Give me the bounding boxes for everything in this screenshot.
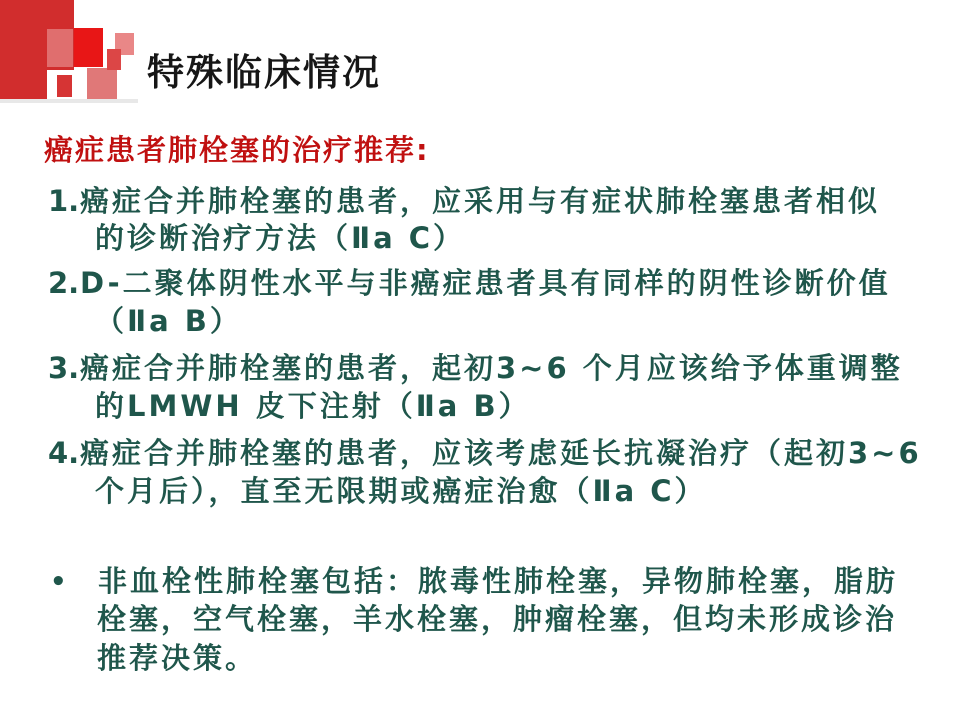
- slide-title: 特殊临床情况: [147, 51, 381, 94]
- list-item-3-text: 癌症合并肺栓塞的患者，起初3~6 个月应该给予体重调整: [80, 351, 903, 385]
- list-item-3-line-1: [48, 351, 903, 385]
- list-item-1-number: 1.: [48, 184, 80, 218]
- list-item-4-number: 4.: [48, 436, 80, 470]
- logo-shadow-bar: [0, 99, 138, 103]
- list-item-4-line-1: [48, 436, 922, 470]
- section-heading: 癌症患者肺栓塞的治疗推荐:: [44, 133, 430, 167]
- list-item-2-number: 2.: [48, 266, 80, 300]
- list-item-2-text: D-二聚体阴性水平与非癌症患者具有同样的阴性诊断价值: [80, 266, 891, 300]
- logo-square-small-red: [107, 49, 121, 70]
- list-item-1-line-1: [48, 184, 881, 218]
- bullet-line-1: [50, 564, 899, 598]
- logo-square-pink-bottom: [87, 68, 117, 99]
- list-item-1-line-2: 的诊断治疗方法（Ⅱa C）: [95, 221, 466, 255]
- list-item-3-line-2: 的LMWH 皮下注射（Ⅱa B）: [95, 389, 531, 423]
- bullet-line-2: 栓塞，空气栓塞，羊水栓塞，肿瘤栓塞，但均未形成诊治: [97, 602, 898, 636]
- list-item-4-text: 癌症合并肺栓塞的患者，应该考虑延长抗凝治疗（起初3~6: [80, 436, 922, 470]
- list-item-1-text: 癌症合并肺栓塞的患者，应采用与有症状肺栓塞患者相似: [80, 184, 881, 218]
- list-item-4-line-2: 个月后），直至无限期或癌症治愈（Ⅱa C）: [95, 474, 707, 508]
- logo-square-bright-red: [74, 28, 103, 67]
- list-item-3-number: 3.: [48, 351, 80, 385]
- bullet-line-3: 推荐决策。: [97, 641, 258, 675]
- list-item-2-line-2: （Ⅱa B）: [95, 304, 242, 338]
- logo-square-notch-red: [57, 75, 72, 97]
- bullet-text: 非血栓性肺栓塞包括：脓毒性肺栓塞，异物肺栓塞，脂肪: [98, 564, 899, 598]
- bullet-marker: •: [50, 567, 67, 597]
- list-item-2-line-1: [48, 266, 891, 300]
- logo-square-pink-upper: [47, 29, 73, 67]
